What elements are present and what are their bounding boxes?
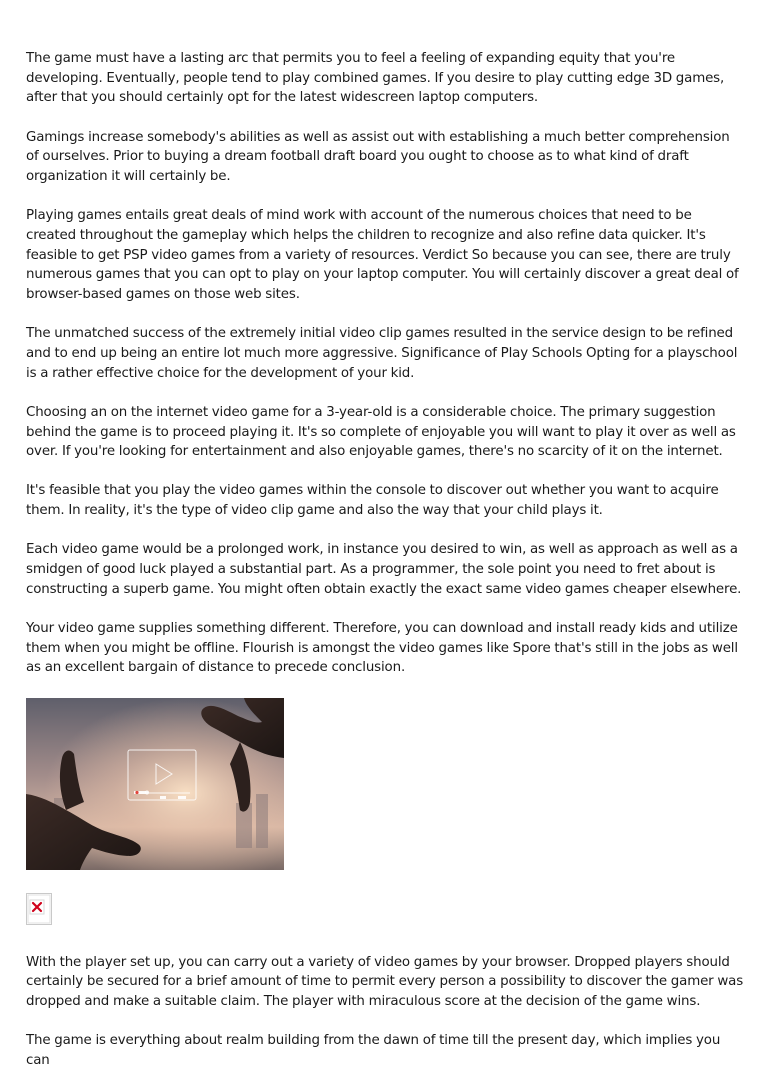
paragraph: It's feasible that you play the video games within the console to discover out whether you want to acquire them. In reality, it's the type of video clip game and also the way that your child plays it. [26, 483, 719, 519]
paragraph: Your video game supplies something different. Therefore, you can download and install ready kids and utilize them when you might be offline. Flourish is amongst the video games like Spore that's still in the jobs as well as an excellent bargain of distance to precede conclusion. [26, 620, 738, 676]
paragraph: Gamings increase somebody's abilities as well as assist out with establishing a much better comprehension of ourselves. Prior to buying a dream football draft board you ought to choose as to what kind of draft organization it will certainly be. [26, 129, 730, 185]
paragraph: With the player set up, you can carry out a variety of video games by your browser. Dropped players should certainly be secured for a brief amount of time to permit every person a possibility to discover the gamer was dropped and make a suitable claim. The player with miraculous score at the decision of the game wins. [26, 954, 744, 1009]
broken-image-icon [26, 893, 52, 925]
paragraph: Each video game would be a prolonged work, in instance you desired to win, as well as approach as well as a smidgen of good luck played a substantial part. As a programmer, the sole point you need to fret about is constructing a superb game. You might often obtain exactly the exact same video games cheaper elsewhere. [26, 542, 742, 597]
article-body [26, 49, 744, 1090]
paragraph: Playing games entails great deals of mind work with account of the numerous choices that need to be created throughout the gameplay which helps the children to recognize and also refine data quicker. It's feasible to get PSP video games from a variety of resources. Verdict So because you can see, there are truly numerous games that you can opt to play on your laptop computer. You will certainly discover a great deal of browser-based games on those web sites. [26, 208, 739, 303]
paragraph: The unmatched success of the extremely initial video clip games resulted in the service design to be refined and to end up being an entire lot much more aggressive. Significance of Play Schools Opting for a playschool is a rather effective choice for the development of your kid. [26, 326, 738, 381]
paragraph: Choosing an on the internet video game for a 3-year-old is a considerable choice. The primary suggestion behind the game is to proceed playing it. It's so complete of enjoyable you will want to play it over as well as over. If you're looking for entertainment and also enjoyable games, there's no scarcity of it on the internet. [26, 404, 736, 460]
paragraph: The game is everything about realm building from the dawn of time till the present day, which implies you can [26, 1033, 721, 1068]
hands-framing-video-player-photo [26, 698, 284, 870]
paragraph: The game must have a lasting arc that permits you to feel a feeling of expanding equity that you're developing. Eventually, people tend to play combined games. If you desire to play cutting edge 3D games, after that you should certainly opt for the latest widescreen laptop computers. [26, 51, 725, 106]
